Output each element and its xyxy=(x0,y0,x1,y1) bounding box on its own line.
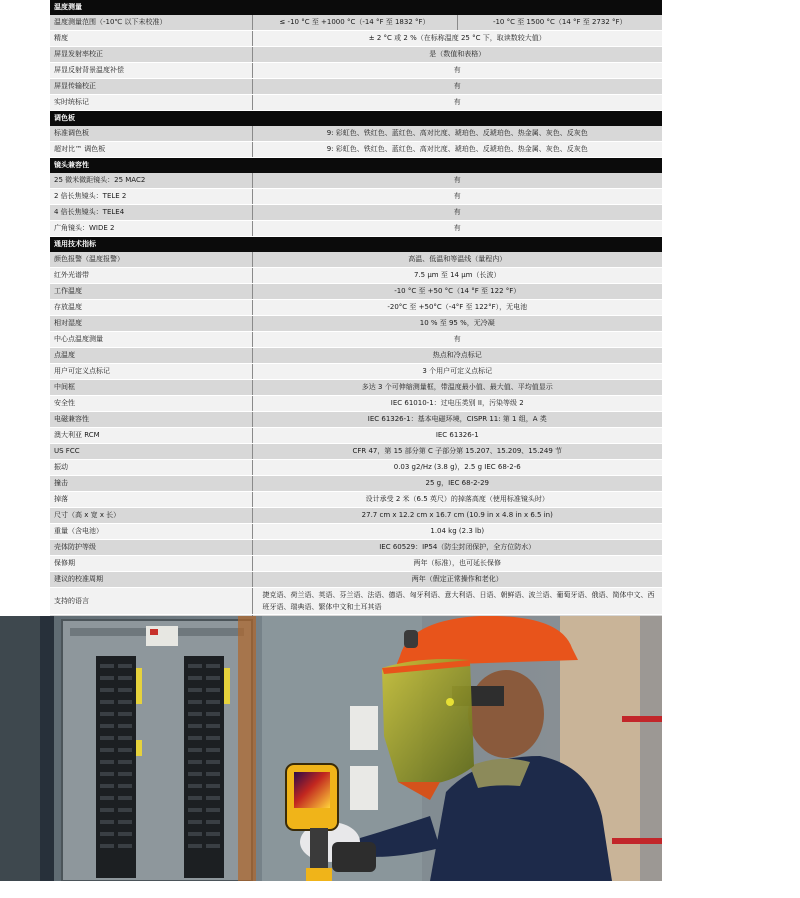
spec-label: 澳大利亚 RCM xyxy=(50,428,252,444)
spec-value: -20°C 至 +50°C（-4°F 至 122°F），无电池 xyxy=(252,300,662,316)
spec-row xyxy=(50,524,662,540)
spec-value: 两年（假定正常操作和老化） xyxy=(252,572,662,588)
spec-value-2: -10 °C 至 1500 °C（14 °F 至 2732 °F） xyxy=(457,15,662,31)
spec-row xyxy=(50,173,662,189)
section-header-general xyxy=(50,237,662,253)
spec-label: 建议的校准周期 xyxy=(50,572,252,588)
spec-label: 安全性 xyxy=(50,396,252,412)
spec-value: ± 2 °C 或 2 %（在标称温度 25 °C 下，取读数较大值） xyxy=(252,31,662,47)
spec-value: 9: 彩虹色、铁红色、蓝红色、高对比度、琥珀色、反琥珀色、热金属、灰色、反灰色 xyxy=(252,126,662,142)
spec-row xyxy=(50,572,662,588)
spec-row xyxy=(50,189,662,205)
spec-label: 撞击 xyxy=(50,476,252,492)
spec-label: 颜色报警（温度报警） xyxy=(50,252,252,268)
section-header-temperature xyxy=(50,0,662,15)
spec-row xyxy=(50,284,662,300)
spec-label: 屏显传输校正 xyxy=(50,79,252,95)
spec-row xyxy=(50,63,662,79)
spec-row xyxy=(50,396,662,412)
spec-row xyxy=(50,95,662,111)
spec-label: 中间框 xyxy=(50,380,252,396)
spec-row xyxy=(50,492,662,508)
spec-label: 实时统标记 xyxy=(50,95,252,111)
spec-value: 25 g，IEC 68-2-29 xyxy=(252,476,662,492)
spec-value-1: ≤ -10 °C 至 +1000 °C（-14 °F 至 1832 °F） xyxy=(252,15,457,31)
spec-row xyxy=(50,428,662,444)
spec-label: 尺寸（高 x 宽 x 长） xyxy=(50,508,252,524)
spec-value: CFR 47，第 15 部分第 C 子部分第 15.207、15.209、15.249 节 xyxy=(252,444,662,460)
spec-row xyxy=(50,126,662,142)
spec-row xyxy=(50,316,662,332)
spec-label: 振动 xyxy=(50,460,252,476)
spec-row xyxy=(50,332,662,348)
spec-label: 工作温度 xyxy=(50,284,252,300)
spec-row xyxy=(50,380,662,396)
spec-value: 9: 彩虹色、铁红色、蓝红色、高对比度、琥珀色、反琥珀色、热金属、灰色、反灰色 xyxy=(252,142,662,158)
section-header-lens xyxy=(50,158,662,174)
spec-value: 热点和冷点标记 xyxy=(252,348,662,364)
spec-value: 27.7 cm x 12.2 cm x 16.7 cm (10.9 in x 4.8 in x 6.5 in) xyxy=(252,508,662,524)
spec-row xyxy=(50,221,662,237)
spec-label: 屏显发射率校正 xyxy=(50,47,252,63)
spec-value: IEC 61326-1：基本电磁环境，CISPR 11: 第 1 组，A 类 xyxy=(252,412,662,428)
spec-table xyxy=(50,0,662,631)
spec-label: 电磁兼容性 xyxy=(50,412,252,428)
section-title: 调色板 xyxy=(50,111,662,127)
spec-row xyxy=(50,142,662,158)
spec-value: IEC 60529：IP54（防尘封闭保护，全方位防水） xyxy=(252,540,662,556)
technician-photo xyxy=(0,616,662,881)
spec-label: 标准调色板 xyxy=(50,126,252,142)
spec-label: 温度测量范围（-10℃ 以下未校准） xyxy=(50,15,252,31)
spec-value: IEC 61326-1 xyxy=(252,428,662,444)
spec-label: 超对比™ 调色板 xyxy=(50,142,252,158)
spec-label: 2 倍长焦镜头：TELE 2 xyxy=(50,189,252,205)
spec-value: IEC 61010-1：过电压类别 II，污染等级 2 xyxy=(252,396,662,412)
section-title: 镜头兼容性 xyxy=(50,158,662,174)
spec-row xyxy=(50,348,662,364)
spec-value: 有 xyxy=(252,332,662,348)
section-title: 温度测量 xyxy=(50,0,662,15)
spec-row xyxy=(50,460,662,476)
spec-value: 设计承受 2 米（6.5 英尺）的掉落高度（使用标准镜头时） xyxy=(252,492,662,508)
spec-row xyxy=(50,300,662,316)
spec-label: 壳体防护等级 xyxy=(50,540,252,556)
spec-value: 有 xyxy=(252,221,662,237)
spec-label: 相对湿度 xyxy=(50,316,252,332)
spec-row xyxy=(50,47,662,63)
spec-value: 有 xyxy=(252,95,662,111)
spec-row xyxy=(50,79,662,95)
spec-label: 存放温度 xyxy=(50,300,252,316)
spec-value: -10 °C 至 +50 °C（14 °F 至 122 °F） xyxy=(252,284,662,300)
spec-label: 4 倍长焦镜头：TELE4 xyxy=(50,205,252,221)
spec-row xyxy=(50,268,662,284)
spec-label: 点温度 xyxy=(50,348,252,364)
spec-label: 掉落 xyxy=(50,492,252,508)
spec-row xyxy=(50,412,662,428)
spec-row xyxy=(50,508,662,524)
spec-label: 中心点温度测量 xyxy=(50,332,252,348)
spec-value: 有 xyxy=(252,63,662,79)
technician-photo-illustration xyxy=(0,616,662,881)
spec-label: 屏显反射背景温度补偿 xyxy=(50,63,252,79)
spec-row xyxy=(50,252,662,268)
spec-label: 重量（含电池） xyxy=(50,524,252,540)
section-header-palettes xyxy=(50,111,662,127)
spec-value: 有 xyxy=(252,173,662,189)
spec-label: 用户可定义点标记 xyxy=(50,364,252,380)
spec-value: 0.03 g2/Hz (3.8 g)，2.5 g IEC 68-2-6 xyxy=(252,460,662,476)
spec-value: 7.5 μm 至 14 μm（长波） xyxy=(252,268,662,284)
spec-label: 红外光谱带 xyxy=(50,268,252,284)
spec-value: 两年（标准），也可延长保修 xyxy=(252,556,662,572)
spec-label: 保修期 xyxy=(50,556,252,572)
spec-value: 多达 3 个可伸缩测量框，带温度最小值、最大值、平均值显示 xyxy=(252,380,662,396)
spec-label: US FCC xyxy=(50,444,252,460)
spec-value: 有 xyxy=(252,79,662,95)
spec-value: 是（数值和表格） xyxy=(252,47,662,63)
spec-value: 捷克语、荷兰语、英语、芬兰语、法语、德语、匈牙利语、意大利语、日语、朝鲜语、波兰语、葡萄牙语、俄语、简体中文、西班牙语、瑞典语、繁体中文和土耳其语 xyxy=(252,588,662,615)
spec-row xyxy=(50,588,662,615)
spec-row xyxy=(50,205,662,221)
spec-row xyxy=(50,444,662,460)
spec-label: 25 微米微距镜头：25 MAC2 xyxy=(50,173,252,189)
spec-value: 10 % 至 95 %，无冷凝 xyxy=(252,316,662,332)
spec-value: 有 xyxy=(252,205,662,221)
spec-label: 广角镜头：WIDE 2 xyxy=(50,221,252,237)
spec-row xyxy=(50,476,662,492)
spec-value: 1.04 kg (2.3 lb) xyxy=(252,524,662,540)
spec-label: 支持的语言 xyxy=(50,588,252,615)
spec-value: 有 xyxy=(252,189,662,205)
section-title: 通用技术指标 xyxy=(50,237,662,253)
spec-row xyxy=(50,540,662,556)
spec-value: 3 个用户可定义点标记 xyxy=(252,364,662,380)
spec-row-range xyxy=(50,15,662,31)
spec-row xyxy=(50,556,662,572)
spec-label: 精度 xyxy=(50,31,252,47)
spec-value: 高温、低温和等温线（量程内） xyxy=(252,252,662,268)
spec-row xyxy=(50,364,662,380)
spec-row xyxy=(50,31,662,47)
